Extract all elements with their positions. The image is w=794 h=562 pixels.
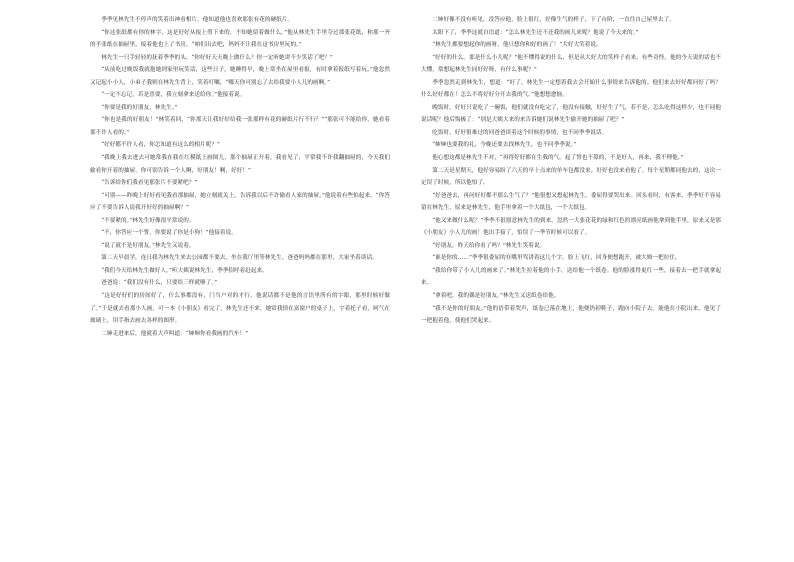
paragraph: “好好的什么。那是什么小儿呢？”他不懂得说的什么，但是从大好大的笑样子看来，有些奇怪。他的今天说的话也不大懂，常想起林先生同好好呀，有什么事呢？”: [421, 54, 721, 74]
paragraph: “好朋友，昨天给你看了吗？”林先生笑着说。: [432, 242, 546, 249]
paragraph: “不要紧的。”林先生好像很平常说的。: [101, 217, 195, 224]
paragraph: 爸爸说：“我们没有什么，只要给三样就够了。”: [101, 280, 218, 287]
paragraph: “可别——昨晚上好好看见我看那抽屉，她立刻就关上，告诉我以后不许偷看人家的抽屉。”他说着有些怕起来，“你答应了不要告诉人说我开好好的抽屉啊？”: [90, 192, 390, 212]
paragraph: 吃饭时，好好很难过的同爸爸谈着这个时候的事情，也不同季季说话。: [432, 129, 608, 136]
paragraph: 第二天是星期天，他好容易盼了六天的早十点来的单车包都没来。好好也没来看他了。每个星期都同他去的，这次一定误了时候，所以他怕了。: [421, 167, 721, 187]
paragraph: 二婶走进来后，他就着大声叫道：“婶婶你看我画的汽车！”: [101, 330, 249, 337]
paragraph: “谁是你的……”季季很委屈的在嘴里骂讲着这几个字，脸上飞红，回身便想跑开，被大姆一把拉住。: [432, 255, 681, 262]
paragraph: “他又来做什么呢？”季季不很愿意林先生的到来。忽然一大张花花的绿和红色的漂亮纸画他拿到他手里，原来又是那《小朋友》小人儿的画！他出手接了，怕误了一季节时候可以看了。: [421, 217, 721, 237]
paragraph: “我给你带了小人儿的画来了。”林先生拉着他的小手，送给他一个纸卷。他的脸涨得更红一些，接着去一把手就拿起来。: [421, 267, 721, 287]
paragraph: “从前吃过晚饭我就抱她到家里玩笑话，这些日子，她睡得早，晚上常坐在屋里看报，有时拿着报纸写着玩。”他忽然又记起小小人，小弟子我则在林先生背上，笑着叮嘱，“哪天你可别忘了去给我要小人儿的画啊。”: [90, 67, 390, 86]
paragraph: “我晚上我去进去可她常我在我在红模纸上画图儿，那个抽屉正开着，我看见了，平常我不许我翻抽屉的，今天我们偷看你开着的抽屉，你可别告诉一个人啊，好朋友！啊，好好！”: [90, 155, 390, 174]
paragraph: “说了就不是好朋友。”林先生又说着。: [101, 242, 195, 249]
paragraph: 季季见林先生不停声的笑着出神看相片，他知道他也喜欢那张有花的硬纸片。: [101, 17, 294, 23]
paragraph: 太阳下了，季季这就自语道：“怎么林先生还不还我的画儿来呢？他说了今天来的。”: [432, 29, 639, 36]
paragraph: “你要是我的好朋友，林先生。”: [101, 104, 178, 111]
paragraph: “告诉给你们我看见那张片不要紧吧？”: [101, 180, 198, 187]
paragraph: “你这张纸都有你的林字，这是好好从报上剪下来的，不知她留着做什么。”他从林先生手里夺过那张花纸，和那一齐的半张纸在抽屉里，接着他也上了书房，“咱们出去吧，妈妈不让我在这书房里玩的。”: [90, 29, 390, 49]
paragraph: 晚饭时，好好只说吃了一碗饭，他们就没有吃完了，他没有接触，好好生了气，若不是，怎么吃得这样少，也不同他说话呢？他后悔极了：“别是大姨大来的来告诉她们说林先生偷开她的抽屉了吧？”: [421, 104, 721, 124]
paragraph: “我不是你的好朋友。”他的语带着哭声，纸卷已落在地上，他便扔掉鞋子，跑向小院子去。能他在小院出来，他见了一把抱着他，使他们哭起来。: [421, 305, 721, 325]
paragraph: 二婶好像不没有听见，没答应他，脸上很红，好像生气的样子，下了台阶，一直往自己屋里去了。: [432, 17, 675, 23]
paragraph: “拿着吧，我的偶是好朋友。”林先生又送纸卷给他。: [432, 293, 560, 300]
paragraph: “好爸爸去，再问好好都不那么生气了？”他很想又想起林先生，委屈得要哭出来。回头看时，有客来，季季好不容易留在林先生，原来是林先生，他手里拿着一个大纸包，一个大纸包。: [421, 192, 721, 212]
paragraph: “你也是我的好朋友！”林笑着回，“你那天让我好好给我一张那样有花的硬纸片行不行？”“那张可不能给你，她看着那不许人看的。”: [90, 117, 390, 136]
paragraph: 季季忽然走到林先生，想道：“好了，林先生一定想着我去会开始什么事情来告诉他的。他们来去好好都问好了吗？什么好好都在！怎么不将好好分开去我的气。”他想想愈恼。: [421, 79, 721, 99]
left-text-column: [90, 14, 390, 340]
paragraph: “林先生都要想起你的画呀，他只想你和好的画了！”大好大笑着说。: [432, 42, 602, 49]
paragraph: 林先生一只手轻轻的抚着季季的头，“你好好天天晚上做什么？你一定听她讲不少笑话了吧？”: [101, 54, 333, 61]
paragraph: “不，你答应一个誓，你要说了你是小狗！”他接着说。: [101, 230, 237, 237]
right-text-column: [421, 14, 721, 328]
paragraph: 第二天早晨学，连日我为林先生来去公园都不要去，坐在我厅里等林先生。爸爸妈妈都在那里，大家坐着谈话。: [101, 255, 378, 262]
paragraph: “这是好好们的房间好了，什么事都没有，门当户对的才行，他说话都不是他的言语里所有的字眼，那里时候好做了。”于是就去看那小人画，可一本《小朋友》看完了，林先生还不来。她赏我情在富窗户的桌子上，宇着托子看，呵气在玻璃上，用手指去画去各样的图形。: [90, 293, 390, 325]
paragraph: “婶婶也要我的礼，今晚还要去找林先生，也不问季季说。”: [432, 142, 577, 149]
paragraph: “好好都不许人看，你怎知道有这么的相片呢？”: [101, 142, 220, 149]
paragraph: “我们今天给林先生做好人。”听大姨说林先生，季季招呼着赶起来。: [101, 267, 268, 274]
paragraph: “一定不忘记，若是喜要，我立刻拿来送给你。”他接着说。: [101, 92, 246, 99]
paragraph: 他心想这都是林先生不对，“再得好好都在生我的气。起了誓也不算的，不是好人，再来，我不理他。”: [432, 155, 684, 162]
